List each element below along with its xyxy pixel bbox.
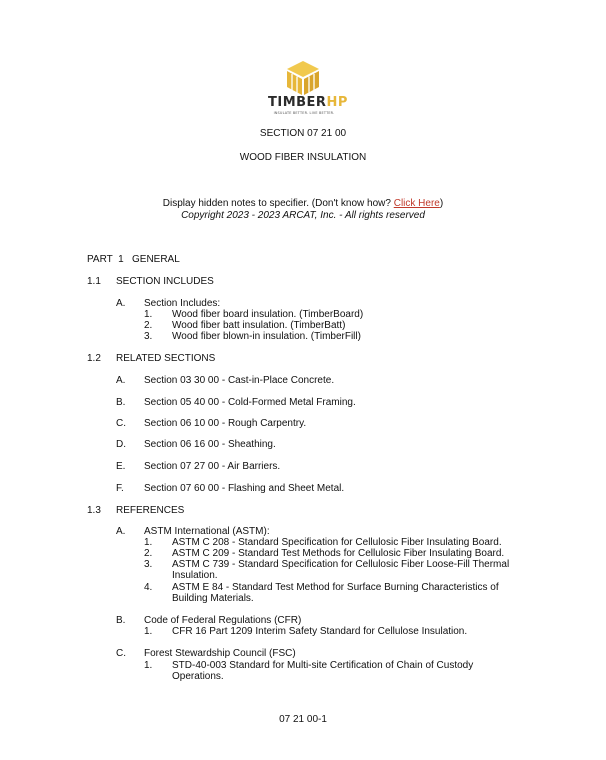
part-number: PART 1 <box>87 254 124 265</box>
timber-cube-icon <box>253 58 353 98</box>
specifier-notes: Display hidden notes to specifier. (Don't know how? Click Here) <box>162 198 444 209</box>
article-title: SECTION INCLUDES <box>116 276 214 287</box>
page-number: 07 21 00-1 <box>279 714 327 725</box>
section-number: SECTION 07 21 00 <box>259 128 347 139</box>
paragraph-text: Section Includes: <box>144 298 221 309</box>
paragraph-letter: C. <box>116 648 126 659</box>
paragraph-text: Forest Stewardship Council (FSC) <box>144 648 296 659</box>
list-number: 2. <box>144 320 153 331</box>
article-number: 1.1 <box>87 276 101 287</box>
list-number: 1. <box>144 660 153 671</box>
paragraph-text: ASTM International (ASTM): <box>144 526 270 537</box>
paragraph-letter: A. <box>116 375 126 386</box>
list-number: 3. <box>144 331 153 342</box>
list-item-continuation: Operations. <box>172 671 224 682</box>
paragraph-letter: A. <box>116 526 126 537</box>
list-item: Wood fiber batt insulation. (TimberBatt) <box>172 320 346 331</box>
list-item: ASTM C 208 - Standard Specification for Cellulosic Fiber Insulating Board. <box>172 537 502 548</box>
article-title: REFERENCES <box>116 505 185 516</box>
list-number: 1. <box>144 626 153 637</box>
list-item: ASTM E 84 - Standard Test Method for Surface Burning Characteristics of <box>172 582 499 593</box>
list-item: Wood fiber board insulation. (TimberBoard) <box>172 309 364 320</box>
paragraph-letter: F. <box>116 483 124 494</box>
list-number: 4. <box>144 582 153 593</box>
paragraph-letter: A. <box>116 298 126 309</box>
list-item: Wood fiber blown-in insulation. (TimberFill) <box>172 331 361 342</box>
paragraph-letter: D. <box>116 439 126 450</box>
list-number: 3. <box>144 559 153 570</box>
paragraph-text: Section 07 27 00 - Air Barriers. <box>144 461 281 472</box>
paragraph-text: Section 06 16 00 - Sheathing. <box>144 439 276 450</box>
article-number: 1.3 <box>87 505 101 516</box>
paragraph-text: Section 07 60 00 - Flashing and Sheet Metal. <box>144 483 345 494</box>
section-title: WOOD FIBER INSULATION <box>239 152 367 163</box>
list-item: STD-40-003 Standard for Multi-site Certification of Chain of Custody <box>172 660 474 671</box>
list-item-continuation: Building Materials. <box>172 593 254 604</box>
list-number: 1. <box>144 309 153 320</box>
paragraph-text: Code of Federal Regulations (CFR) <box>144 615 302 626</box>
logo-wordmark: TIMBERHP <box>268 95 348 110</box>
list-item: CFR 16 Part 1209 Interim Safety Standard for Cellulose Insulation. <box>172 626 468 637</box>
paragraph-letter: B. <box>116 397 126 408</box>
paragraph-letter: C. <box>116 418 126 429</box>
logo-tagline: INSULATE BETTER. LIVE BETTER. <box>273 111 335 115</box>
paragraph-text: Section 05 40 00 - Cold-Formed Metal Framing. <box>144 397 356 408</box>
list-item: ASTM C 209 - Standard Test Methods for Cellulosic Fiber Insulating Board. <box>172 548 505 559</box>
paragraph-text: Section 03 30 00 - Cast-in-Place Concrete. <box>144 375 335 386</box>
article-number: 1.2 <box>87 353 101 364</box>
article-title: RELATED SECTIONS <box>116 353 216 364</box>
click-here-link[interactable]: Click Here <box>393 198 440 209</box>
list-number: 1. <box>144 537 153 548</box>
list-number: 2. <box>144 548 153 559</box>
list-item: ASTM C 739 - Standard Specification for Cellulosic Fiber Loose-Fill Thermal <box>172 559 510 570</box>
paragraph-letter: E. <box>116 461 126 472</box>
part-title: GENERAL <box>132 254 180 265</box>
paragraph-text: Section 06 10 00 - Rough Carpentry. <box>144 418 307 429</box>
paragraph-letter: B. <box>116 615 126 626</box>
copyright-notice: Copyright 2023 - 2023 ARCAT, Inc. - All rights reserved <box>181 210 425 221</box>
list-item-continuation: Insulation. <box>172 570 218 581</box>
